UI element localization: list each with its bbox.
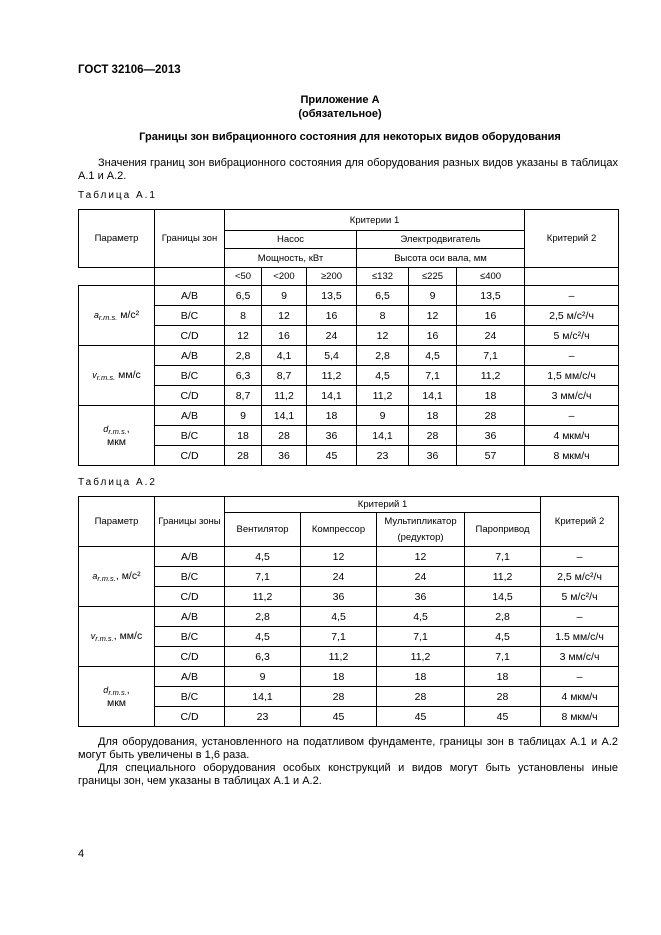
param-subscript: r.m.s. [95, 634, 114, 643]
t1-header-param: Параметр [79, 210, 155, 268]
param-subscript: r.m.s. [96, 373, 116, 382]
param-unit: , [126, 423, 130, 435]
note-paragraph-1: Для оборудования, установленного на податливом фундаменте, границы зон в таблицах А.1 и А.2 могут быть увеличены в 1,6 раза. [78, 736, 618, 761]
t1-value-cell: 12 [262, 306, 307, 326]
t2-value-cell: 4,5 [225, 627, 301, 647]
t1-criterion2-cell: – [525, 346, 619, 366]
t2-row [79, 567, 619, 587]
t1-value-cell: 13,5 [457, 286, 525, 306]
t2-sub-header: Мультипликатор (редуктор) [377, 513, 465, 547]
t1-sub-header: ≤132 [357, 268, 409, 286]
t1-value-cell: 36 [409, 446, 457, 466]
t2-value-cell: 2,8 [465, 607, 541, 627]
t2-criterion2-cell: 4 мкм/ч [541, 687, 619, 707]
t2-zone-cell: C/D [155, 707, 225, 727]
t2-value-cell: 12 [377, 547, 465, 567]
t1-criterion2-cell: 2,5 м/с²/ч [525, 306, 619, 326]
t1-value-cell: 4,1 [262, 346, 307, 366]
param-unit-line2: мкм [106, 436, 127, 448]
t2-value-cell: 4,5 [465, 627, 541, 647]
t2-value-cell: 7,1 [301, 627, 377, 647]
t1-row [79, 326, 619, 346]
t1-sub-header: ≤225 [409, 268, 457, 286]
t1-header-criterion2: Критерий 2 [525, 210, 619, 268]
t1-value-cell: 36 [457, 426, 525, 446]
param-symbol: d [103, 685, 109, 695]
t1-value-cell: 7,1 [457, 346, 525, 366]
t1-param-cell [79, 406, 155, 466]
annex-heading: Границы зон вибрационного состояния для некоторых видов оборудования [139, 131, 561, 143]
annex-status: (обязательное) [298, 108, 382, 120]
standard-number: ГОСТ 32106—2013 [78, 64, 181, 76]
t1-row [79, 306, 619, 326]
t1-value-cell: 36 [262, 446, 307, 466]
t2-value-cell: 2,8 [225, 607, 301, 627]
t2-zone-cell: A/B [155, 667, 225, 687]
param-unit: мм/с [115, 369, 141, 381]
t2-sub-header: Вентилятор [225, 513, 301, 547]
t2-value-cell: 4,5 [225, 547, 301, 567]
t1-header-power: Мощность, кВт [225, 249, 357, 268]
t1-value-cell: 16 [409, 326, 457, 346]
t2-value-cell: 11,2 [465, 567, 541, 587]
t1-sub-header: <200 [262, 268, 307, 286]
t1-value-cell: 9 [262, 286, 307, 306]
t2-value-cell: 4,5 [301, 607, 377, 627]
t1-zone-cell: A/B [155, 346, 225, 366]
t2-header-zone: Границы зоны [155, 497, 225, 547]
t1-header-criteria1: Критерии 1 [225, 210, 525, 231]
t2-value-cell: 24 [301, 567, 377, 587]
t1-value-cell: 12 [357, 326, 409, 346]
t2-row [79, 667, 619, 687]
t2-row [79, 627, 619, 647]
t2-value-cell: 23 [225, 707, 301, 727]
t1-row [79, 386, 619, 406]
t1-row [79, 446, 619, 466]
t2-value-cell: 28 [301, 687, 377, 707]
t1-zone-cell: C/D [155, 326, 225, 346]
table2-caption: Таблица А.2 [78, 477, 157, 488]
t1-criterion2-cell: 3 мм/с/ч [525, 386, 619, 406]
t2-value-cell: 28 [377, 687, 465, 707]
t1-value-cell: 24 [457, 326, 525, 346]
t1-param-cell [79, 286, 155, 346]
t2-param-cell [79, 667, 155, 727]
t2-value-cell: 18 [465, 667, 541, 687]
t2-value-cell: 14,5 [465, 587, 541, 607]
t1-row [79, 346, 619, 366]
t1-zone-cell: B/C [155, 306, 225, 326]
t1-value-cell: 14,1 [357, 426, 409, 446]
t1-value-cell: 8,7 [225, 386, 262, 406]
t2-header-param: Параметр [79, 497, 155, 547]
t2-row [79, 647, 619, 667]
t1-value-cell: 6,5 [357, 286, 409, 306]
t1-value-cell: 28 [225, 446, 262, 466]
param-unit: м/с² [117, 309, 140, 321]
t1-body [79, 286, 619, 466]
t2-sub-header: Паропривод [465, 513, 541, 547]
t1-sub-header: ≥200 [307, 268, 357, 286]
table-a2 [78, 496, 619, 727]
t2-criterion2-cell: 5 м/с²/ч [541, 587, 619, 607]
t2-value-cell: 4,5 [377, 607, 465, 627]
t2-row [79, 587, 619, 607]
t2-value-cell: 18 [301, 667, 377, 687]
t1-value-cell: 14,1 [262, 406, 307, 426]
intro-paragraph: Значения границ зон вибрационного состояния для оборудования разных видов указаны в таблицах А.1 и А.2. [78, 157, 618, 182]
t2-body [79, 547, 619, 727]
param-unit: , мм/с [113, 630, 143, 642]
t1-row [79, 426, 619, 446]
t1-value-cell: 16 [307, 306, 357, 326]
param-symbol: d [103, 424, 109, 434]
table-a1 [78, 209, 619, 466]
param-symbol: v [92, 370, 97, 380]
t1-row [79, 286, 619, 306]
param-subscript: r.m.s. [97, 574, 116, 583]
t2-criterion2-cell: – [541, 667, 619, 687]
t2-row [79, 707, 619, 727]
t1-value-cell: 8 [225, 306, 262, 326]
table1-caption: Таблица А.1 [78, 190, 157, 201]
t1-value-cell: 18 [307, 406, 357, 426]
t1-criterion2-cell: 8 мкм/ч [525, 446, 619, 466]
t1-value-cell: 23 [357, 446, 409, 466]
t1-criterion2-cell: – [525, 286, 619, 306]
t1-value-cell: 16 [457, 306, 525, 326]
t1-criterion2-cell: – [525, 406, 619, 426]
t1-param-cell [79, 346, 155, 406]
t2-value-cell: 45 [301, 707, 377, 727]
t1-header-pump: Насос [225, 231, 357, 249]
t2-criterion2-cell: – [541, 547, 619, 567]
t1-value-cell: 8 [357, 306, 409, 326]
t1-value-cell: 12 [225, 326, 262, 346]
t1-value-cell: 11,2 [262, 386, 307, 406]
t2-zone-cell: C/D [155, 587, 225, 607]
t2-criterion2-cell: 3 мм/с/ч [541, 647, 619, 667]
t1-value-cell: 2,8 [357, 346, 409, 366]
annex-title: Приложение А [300, 94, 380, 106]
t1-header-motor: Электродвигатель [357, 231, 525, 249]
t1-criterion2-cell: 5 м/с²/ч [525, 326, 619, 346]
t1-value-cell: 2,8 [225, 346, 262, 366]
t1-value-cell: 12 [409, 306, 457, 326]
t1-zone-cell: B/C [155, 426, 225, 446]
t1-value-cell: 36 [307, 426, 357, 446]
t1-zone-cell: A/B [155, 406, 225, 426]
t2-value-cell: 12 [301, 547, 377, 567]
t1-sub-header: <50 [225, 268, 262, 286]
t1-zone-cell: C/D [155, 446, 225, 466]
t1-value-cell: 28 [457, 406, 525, 426]
t1-criterion2-cell: 1,5 мм/с/ч [525, 366, 619, 386]
t1-value-cell: 6,3 [225, 366, 262, 386]
t1-value-cell: 24 [307, 326, 357, 346]
t1-header-zone: Границы зон [155, 210, 225, 268]
t1-value-cell: 18 [457, 386, 525, 406]
note-paragraph-2: Для специального оборудования особых конструкций и видов могут быть установлены иные границы зон, чем указаны в таблицах А.1 и А.2. [78, 762, 618, 787]
t2-value-cell: 36 [377, 587, 465, 607]
t1-value-cell: 14,1 [307, 386, 357, 406]
t2-header-criterion1: Критерий 1 [225, 497, 541, 513]
t1-value-cell: 18 [225, 426, 262, 446]
param-unit: , [126, 684, 130, 696]
t2-zone-cell: C/D [155, 647, 225, 667]
t2-param-cell [79, 607, 155, 667]
t1-value-cell: 14,1 [409, 386, 457, 406]
t2-sub-header: Компрессор [301, 513, 377, 547]
t2-zone-cell: A/B [155, 607, 225, 627]
param-subscript: r.m.s. [108, 688, 127, 697]
t2-header-criterion2: Критерий 2 [541, 497, 619, 547]
t1-value-cell: 28 [262, 426, 307, 446]
t1-value-cell: 45 [307, 446, 357, 466]
t1-value-cell: 28 [409, 426, 457, 446]
t1-value-cell: 9 [357, 406, 409, 426]
t2-param-cell [79, 547, 155, 607]
t2-value-cell: 28 [465, 687, 541, 707]
t1-value-cell: 5,4 [307, 346, 357, 366]
t2-zone-cell: B/C [155, 687, 225, 707]
t2-criterion2-cell: 8 мкм/ч [541, 707, 619, 727]
t2-value-cell: 11,2 [301, 647, 377, 667]
t1-value-cell: 16 [262, 326, 307, 346]
t1-zone-cell: B/C [155, 366, 225, 386]
t1-value-cell: 4,5 [409, 346, 457, 366]
t1-value-cell: 9 [225, 406, 262, 426]
t1-sub-header: ≤400 [457, 268, 525, 286]
t1-value-cell: 7,1 [409, 366, 457, 386]
t1-value-cell: 4,5 [357, 366, 409, 386]
param-unit-line2: мкм [106, 697, 127, 709]
t1-value-cell: 13,5 [307, 286, 357, 306]
t2-value-cell: 6,3 [225, 647, 301, 667]
t1-value-cell: 11,2 [307, 366, 357, 386]
t2-row [79, 687, 619, 707]
t1-row [79, 366, 619, 386]
t2-row [79, 547, 619, 567]
t1-row [79, 406, 619, 426]
page-number: 4 [78, 848, 85, 860]
t1-value-cell: 11,2 [457, 366, 525, 386]
t2-zone-cell: B/C [155, 627, 225, 647]
t2-criterion2-cell: 1.5 мм/с/ч [541, 627, 619, 647]
t1-header-shaft-height: Высота оси вала, мм [357, 249, 525, 268]
t2-zone-cell: B/C [155, 567, 225, 587]
t1-value-cell: 8,7 [262, 366, 307, 386]
t1-zone-cell: C/D [155, 386, 225, 406]
t2-criterion2-cell: 2,5 м/с²/ч [541, 567, 619, 587]
t2-value-cell: 7,1 [465, 547, 541, 567]
param-unit: , м/с² [115, 570, 141, 582]
t2-value-cell: 9 [225, 667, 301, 687]
t1-value-cell: 6,5 [225, 286, 262, 306]
t2-row [79, 607, 619, 627]
t2-value-cell: 11,2 [377, 647, 465, 667]
t2-value-cell: 36 [301, 587, 377, 607]
t2-value-cell: 45 [377, 707, 465, 727]
t2-zone-cell: A/B [155, 547, 225, 567]
t2-value-cell: 14,1 [225, 687, 301, 707]
t2-value-cell: 7,1 [225, 567, 301, 587]
param-symbol: a [92, 571, 98, 581]
t2-value-cell: 24 [377, 567, 465, 587]
t2-value-cell: 11,2 [225, 587, 301, 607]
param-symbol: v [90, 631, 96, 641]
t1-criterion2-cell: 4 мкм/ч [525, 426, 619, 446]
t1-value-cell: 57 [457, 446, 525, 466]
t1-zone-cell: A/B [155, 286, 225, 306]
param-subscript: r.m.s. [98, 313, 118, 322]
t2-value-cell: 18 [377, 667, 465, 687]
t1-value-cell: 11,2 [357, 386, 409, 406]
t1-value-cell: 9 [409, 286, 457, 306]
param-symbol: a [93, 310, 99, 320]
t1-value-cell: 18 [409, 406, 457, 426]
t2-criterion2-cell: – [541, 607, 619, 627]
t2-value-cell: 45 [465, 707, 541, 727]
t2-value-cell: 7,1 [377, 627, 465, 647]
t2-value-cell: 7,1 [465, 647, 541, 667]
param-subscript: r.m.s. [108, 427, 127, 436]
